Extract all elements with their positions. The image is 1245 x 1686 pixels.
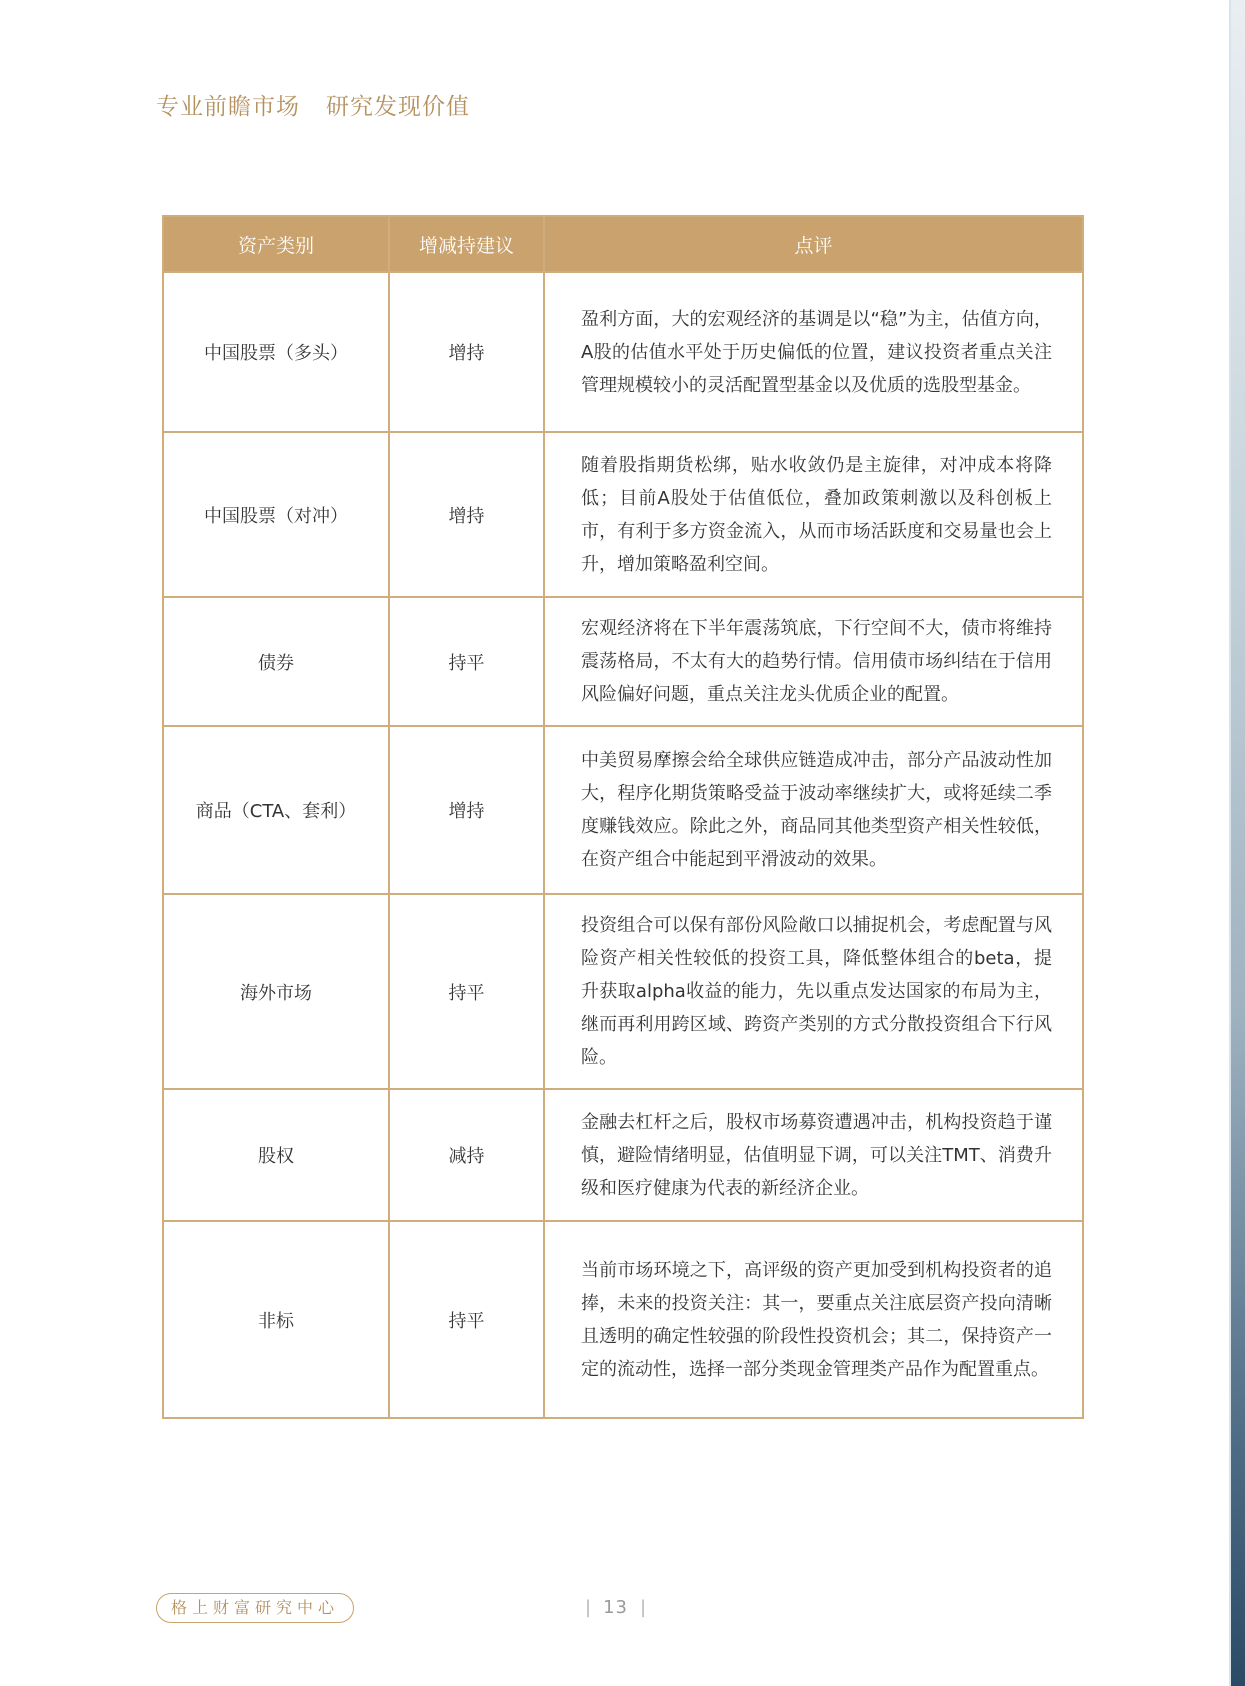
table-row: [163, 894, 1083, 1089]
table-row: [163, 726, 1083, 894]
table-header-row: [163, 216, 1083, 272]
comment-cell: 中美贸易摩擦会给全球供应链造成冲击，部分产品波动性加大，程序化期货策略受益于波动率继续扩大，或将延续二季度赚钱效应。除此之外，商品同其他类型资产相关性较低，在资产组合中能起到平滑波动的效果。: [544, 726, 1083, 894]
advice-cell: 增持: [389, 726, 544, 894]
decorative-edge-strip: [1231, 0, 1245, 1686]
comment-cell: 随着股指期货松绑，贴水收敛仍是主旋律，对冲成本将降低；目前A股处于估值低位，叠加政策刺激以及科创板上市，有利于多方资金流入，从而市场活跃度和交易量也会上升，增加策略盈利空间。: [544, 432, 1083, 597]
page-separator-left: |: [585, 1597, 592, 1618]
table-row: [163, 272, 1083, 432]
comment-cell: 投资组合可以保有部份风险敞口以捕捉机会，考虑配置与风险资产相关性较低的投资工具，降低整体组合的beta，提升获取alpha收益的能力，先以重点发达国家的布局为主，继而再利用跨区域、跨资产类别的方式分散投资组合下行风险。: [544, 894, 1083, 1089]
page-number: 13: [603, 1597, 628, 1618]
comment-cell: 当前市场环境之下，高评级的资产更加受到机构投资者的追捧，未来的投资关注：其一，要重点关注底层资产投向清晰且透明的确定性较强的阶段性投资机会；其二，保持资产一定的流动性，选择一部分类现金管理类产品作为配置重点。: [544, 1221, 1083, 1418]
comment-cell: 盈利方面，大的宏观经济的基调是以“稳”为主，估值方向，A股的估值水平处于历史偏低的位置，建议投资者重点关注管理规模较小的灵活配置型基金以及优质的选股型基金。: [544, 272, 1083, 432]
header-asset-class: 资产类别: [163, 216, 389, 272]
page-slogan: [156, 88, 470, 121]
footer-brand-badge: 格上财富研究中心: [156, 1593, 354, 1623]
advice-cell: 增持: [389, 272, 544, 432]
asset-cell: 中国股票（多头）: [163, 272, 389, 432]
table-row: [163, 1221, 1083, 1418]
advice-cell: 增持: [389, 432, 544, 597]
asset-cell: 中国股票（对冲）: [163, 432, 389, 597]
asset-cell: 股权: [163, 1089, 389, 1221]
advice-cell: 持平: [389, 1221, 544, 1418]
advice-cell: 减持: [389, 1089, 544, 1221]
page-separator-right: |: [639, 1597, 647, 1618]
comment-cell: 金融去杠杆之后，股权市场募资遭遇冲击，机构投资趋于谨慎，避险情绪明显，估值明显下调，可以关注TMT、消费升级和医疗健康为代表的新经济企业。: [544, 1089, 1083, 1221]
asset-allocation-table: [162, 215, 1084, 1419]
advice-cell: 持平: [389, 597, 544, 726]
slogan-part-1: 专业前瞻市场: [156, 94, 300, 120]
header-advice: 增减持建议: [389, 216, 544, 272]
advice-cell: 持平: [389, 894, 544, 1089]
asset-cell: 商品（CTA、套利）: [163, 726, 389, 894]
page-number-indicator: [585, 1597, 646, 1618]
table-row: [163, 432, 1083, 597]
table-row: [163, 1089, 1083, 1221]
slogan-part-2: 研究发现价值: [326, 94, 470, 120]
asset-cell: 海外市场: [163, 894, 389, 1089]
comment-cell: 宏观经济将在下半年震荡筑底，下行空间不大，债市将维持震荡格局，不太有大的趋势行情。信用债市场纠结在于信用风险偏好问题，重点关注龙头优质企业的配置。: [544, 597, 1083, 726]
header-comment: 点评: [544, 216, 1083, 272]
asset-cell: 债券: [163, 597, 389, 726]
table-row: [163, 597, 1083, 726]
asset-cell: 非标: [163, 1221, 389, 1418]
